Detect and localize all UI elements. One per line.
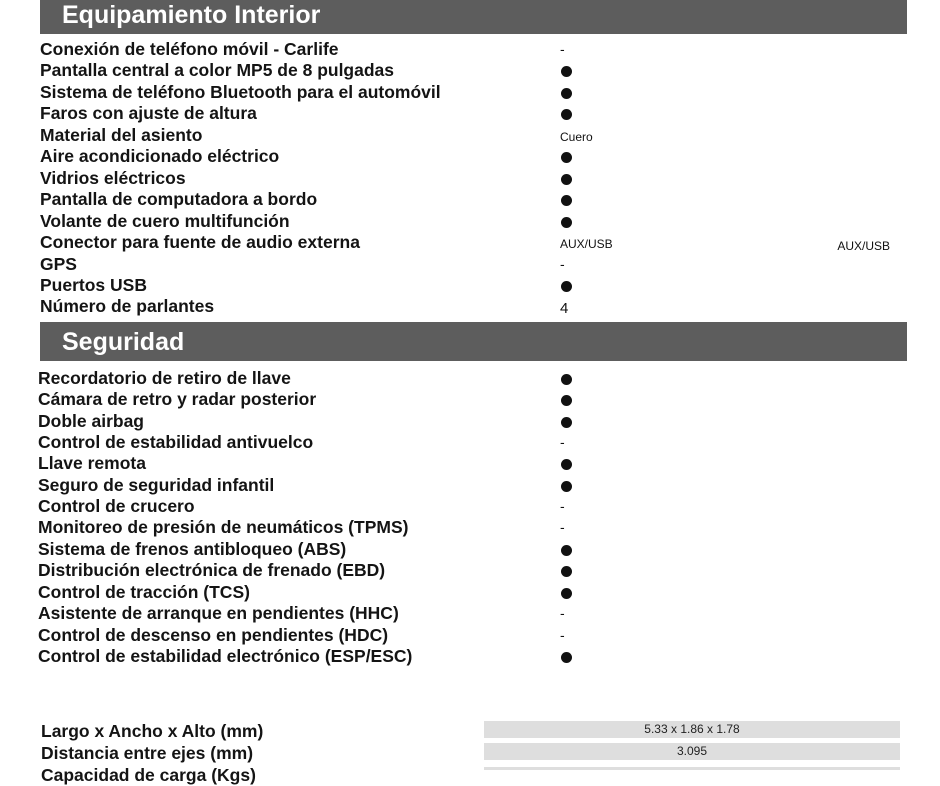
bullet-dot-icon [561, 109, 572, 120]
bullet-dot-icon [561, 195, 572, 206]
spec-row-gps [0, 254, 940, 275]
dash-mark: - [560, 605, 565, 621]
dash-mark: - [560, 41, 565, 57]
spec-label: Volante de cuero multifunción [40, 211, 290, 231]
spec-row-sistema-de-frenos-antibloqueo-abs [0, 539, 940, 560]
spec-label: Asistente de arranque en pendientes (HHC) [38, 603, 399, 623]
value-bar: 3.095 [484, 743, 900, 760]
dash-mark: - [560, 627, 565, 643]
bullet-dot-icon [561, 459, 572, 470]
spec-label: Cámara de retro y radar posterior [38, 389, 317, 409]
value-bar [484, 767, 900, 770]
spec-label: Monitoreo de presión de neumáticos (TPMS) [38, 517, 409, 537]
value-bar: 5.33 x 1.86 x 1.78 [484, 721, 900, 738]
spec-label: Distancia entre ejes (mm) [41, 743, 254, 763]
spec-label: GPS [40, 254, 77, 274]
spec-label: Pantalla de computadora a bordo [40, 189, 318, 209]
value-text: AUX/USB [560, 237, 613, 251]
spec-label: Seguro de seguridad infantil [38, 475, 275, 495]
spec-label: Pantalla central a color MP5 de 8 pulgadas [40, 60, 395, 80]
spec-row-doble-airbag [0, 411, 940, 432]
bullet-dot-icon [561, 88, 572, 99]
bullet-dot-icon [561, 566, 572, 577]
spec-row-faros-con-ajuste-de-altura [0, 103, 940, 124]
spec-label: Recordatorio de retiro de llave [38, 368, 291, 388]
bullet-dot-icon [561, 281, 572, 292]
spec-label: Aire acondicionado eléctrico [40, 146, 280, 166]
bullet-dot-icon [561, 481, 572, 492]
spec-row-volante-de-cuero-multifuncion [0, 211, 940, 232]
cut-off-row [0, 764, 940, 785]
spec-row-monitoreo-de-presion-de-neumaticos-tpms [0, 517, 940, 538]
spec-row-control-de-descenso-en-pendientes-hdc [0, 625, 940, 646]
spec-label: Sistema de frenos antibloqueo (ABS) [38, 539, 347, 559]
dash-mark: - [560, 434, 565, 450]
spec-row-pantalla-central-a-color-mp5-de-8-pulgadas [0, 60, 940, 81]
spec-label: Conexión de teléfono móvil - Carlife [40, 39, 339, 59]
section-header-seguridad [40, 322, 907, 361]
spec-label: Llave remota [38, 453, 146, 473]
spec-label: Capacidad de carga (Kgs) [41, 765, 256, 785]
spec-row-material-del-asiento [0, 125, 940, 146]
bullet-dot-icon [561, 374, 572, 385]
bullet-dot-icon [561, 66, 572, 77]
spec-label: Control de tracción (TCS) [38, 582, 250, 602]
bullet-dot-icon [561, 217, 572, 228]
spec-label: Número de parlantes [40, 296, 215, 316]
spec-row-conector-para-fuente-de-audio-externa [0, 232, 940, 253]
spec-label: Sistema de teléfono Bluetooth para el automóvil [40, 82, 441, 102]
bullet-dot-icon [561, 588, 572, 599]
spec-row-distribucion-electronica-de-frenado-ebd [0, 560, 940, 581]
spec-row-sistema-de-telefono-bluetooth-para-el-automovil [0, 82, 940, 103]
spec-label: Material del asiento [40, 125, 203, 145]
spec-row-pantalla-de-computadora-a-bordo [0, 189, 940, 210]
spec-row-aire-acondicionado-electrico [0, 146, 940, 167]
dash-mark: - [560, 498, 565, 514]
bullet-dot-icon [561, 174, 572, 185]
spec-row-control-de-traccion-tcs [0, 582, 940, 603]
spec-label: Control de estabilidad electrónico (ESP/ESC) [38, 646, 413, 666]
bullet-dot-icon [561, 417, 572, 428]
spec-label: Vidrios eléctricos [40, 168, 186, 188]
bullet-dot-icon [561, 395, 572, 406]
spec-row-conexion-de-telefono-movil-carlife [0, 39, 940, 60]
spec-row-control-de-estabilidad-electronico-esp-esc [0, 646, 940, 667]
dash-mark: - [560, 256, 565, 272]
spec-label: Faros con ajuste de altura [40, 103, 257, 123]
spec-row-llave-remota [0, 453, 940, 474]
spec-label: Largo x Ancho x Alto (mm) [41, 721, 264, 741]
spec-label: Conector para fuente de audio externa [40, 232, 360, 252]
spec-row-numero-de-parlantes [0, 296, 940, 317]
spec-row-camara-de-retro-y-radar-posterior [0, 389, 940, 410]
spec-label: Control de descenso en pendientes (HDC) [38, 625, 389, 645]
section-header-equipamiento-interior [40, 0, 907, 34]
spec-label: Control de crucero [38, 496, 195, 516]
value-text: 4 [560, 300, 569, 317]
bullet-dot-icon [561, 545, 572, 556]
spec-row-puertos-usb [0, 275, 940, 296]
section-title: Equipamiento Interior [62, 1, 321, 29]
spec-label: Puertos USB [40, 275, 147, 295]
dimension-row-distancia-entre-ejes-mm [0, 742, 940, 764]
spec-row-recordatorio-de-retiro-de-llave [0, 368, 940, 389]
spec-row-seguro-de-seguridad-infantil [0, 475, 940, 496]
section-title: Seguridad [62, 328, 185, 356]
spec-row-control-de-estabilidad-antivuelco [0, 432, 940, 453]
clipped-text-fragment: AUX/USB [837, 239, 890, 253]
spec-row-asistente-de-arranque-en-pendientes-hhc [0, 603, 940, 624]
spec-label: Control de estabilidad antivuelco [38, 432, 314, 452]
spec-label: Doble airbag [38, 411, 144, 431]
spec-row-vidrios-electricos [0, 168, 940, 189]
spec-row-control-de-crucero [0, 496, 940, 517]
spec-label: Distribución electrónica de frenado (EBD) [38, 560, 386, 580]
value-text: Cuero [560, 130, 593, 144]
bullet-dot-icon [561, 152, 572, 163]
dimension-row-largo-x-ancho-x-alto-mm [0, 720, 940, 742]
bullet-dot-icon [561, 652, 572, 663]
dash-mark: - [560, 519, 565, 535]
